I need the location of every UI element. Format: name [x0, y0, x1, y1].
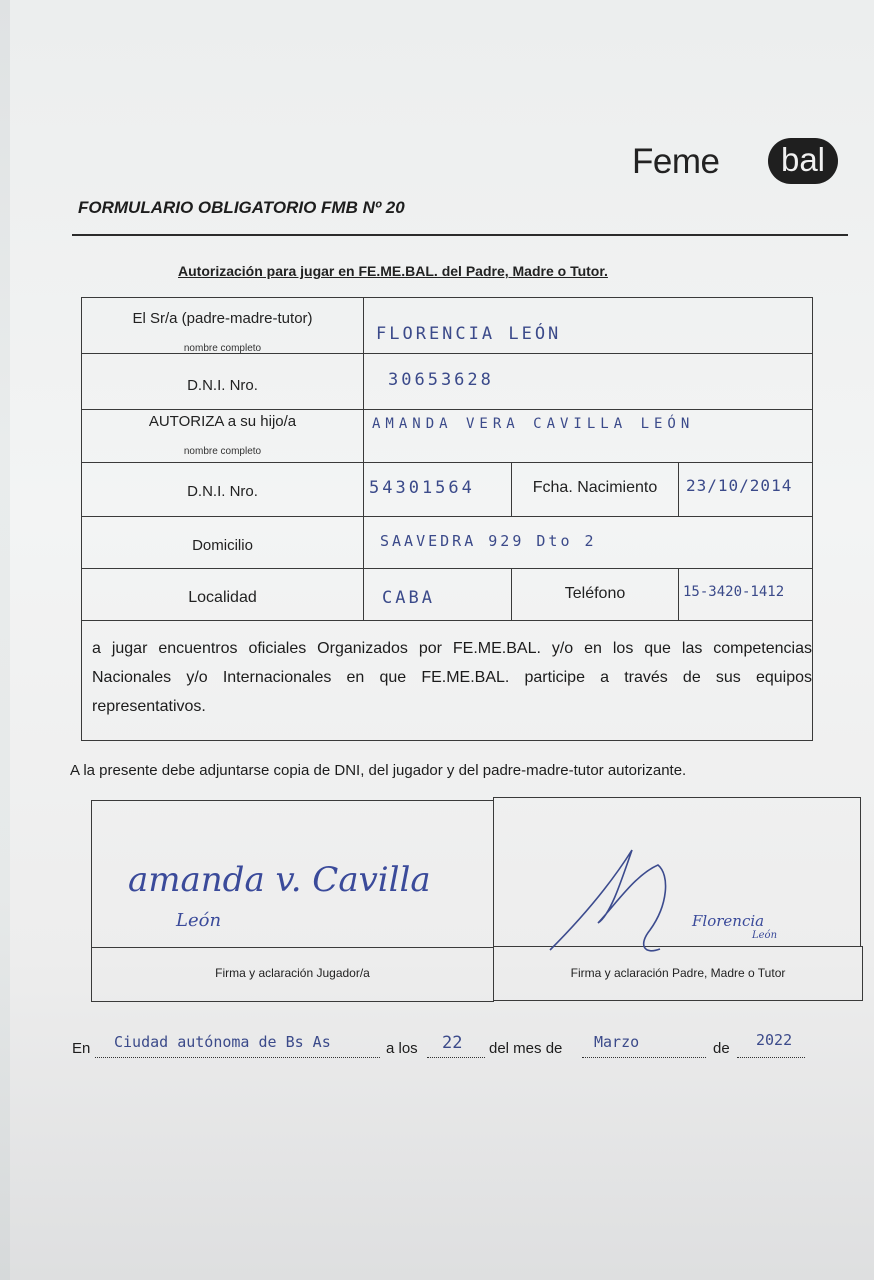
- telefono-label: Teléfono: [564, 585, 626, 602]
- localidad-value: CABA: [382, 588, 435, 608]
- tutor-label: El Sr/a (padre-madre-tutor): [132, 310, 313, 327]
- dni-value: 30653628: [388, 370, 494, 390]
- autoriza-label: AUTORIZA a su hijo/a: [148, 413, 297, 430]
- footer-month: Marzo: [594, 1033, 640, 1051]
- domicilio-label: Domicilio: [192, 537, 253, 554]
- authorization-paragraph: a jugar encuentros oficiales Organizados por FE.ME.BAL. y/o en los que las competencias Nacionales y/o Internacionales en que FE.ME.BAL. participe a través de sus equipos representativos.: [92, 640, 812, 715]
- player-signature-caption: Firma y aclaración Jugador/a: [215, 966, 370, 980]
- tutor-value: FLORENCIA LEÓN: [376, 324, 562, 344]
- fecha-value: 23/10/2014: [686, 476, 793, 495]
- footer-del-mes: del mes de: [489, 1040, 563, 1057]
- parent-clarification: Florencia: [692, 912, 765, 930]
- title-divider: [72, 234, 848, 236]
- parent-signature-scribble: [540, 845, 700, 960]
- femebal-logo: [632, 138, 842, 188]
- player-signature: amanda v. Cavilla: [128, 860, 431, 900]
- footer-de: de: [713, 1040, 730, 1057]
- localidad-label: Localidad: [188, 589, 257, 606]
- logo-pill: bal: [768, 138, 838, 184]
- attachment-note: A la presente debe adjuntarse copia de DNI, del jugador y del padre-madre-tutor autorizante.: [70, 762, 687, 779]
- autoriza-value: AMANDA VERA CAVILLA LEÓN: [372, 416, 695, 432]
- tutor-sublabel: nombre completo: [183, 343, 262, 354]
- form-title: FORMULARIO OBLIGATORIO FMB Nº 20: [78, 198, 405, 217]
- form-subtitle: Autorización para jugar en FE.ME.BAL. del Padre, Madre o Tutor.: [178, 263, 608, 279]
- footer-en: En: [72, 1040, 91, 1057]
- parent-signature-caption: Firma y aclaración Padre, Madre o Tutor: [570, 966, 786, 980]
- fecha-label: Fcha. Nacimiento: [532, 479, 658, 496]
- telefono-value: 15-3420-1412: [683, 584, 785, 600]
- autoriza-sublabel: nombre completo: [183, 446, 262, 457]
- domicilio-value: SAAVEDRA 929 Dto 2: [380, 532, 597, 550]
- dni2-label: D.N.I. Nro.: [187, 483, 258, 500]
- player-signature-name: León: [176, 910, 222, 931]
- footer-place: Ciudad autónoma de Bs As: [114, 1033, 331, 1051]
- footer-year: 2022: [756, 1031, 793, 1049]
- dni-label: D.N.I. Nro.: [187, 377, 258, 394]
- footer-day: 22: [442, 1033, 463, 1053]
- dni2-value: 54301564: [369, 478, 475, 498]
- parent-clarification-name: León: [752, 930, 778, 941]
- footer-a-los: a los: [386, 1040, 418, 1057]
- logo-prefix: Feme: [632, 142, 720, 181]
